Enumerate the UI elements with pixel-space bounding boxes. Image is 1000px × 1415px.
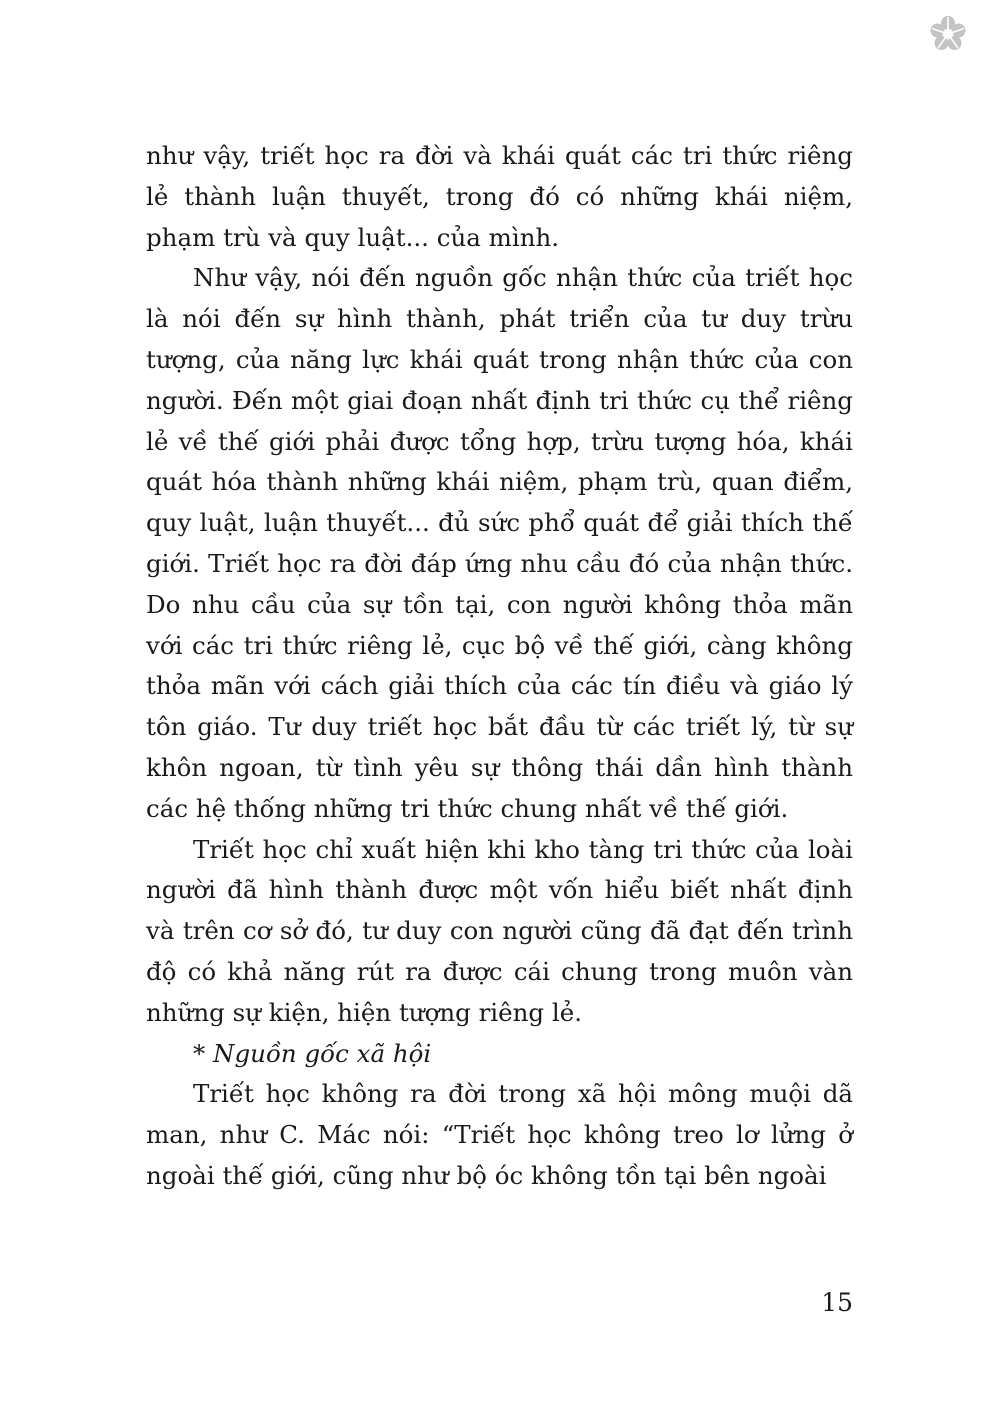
paragraph-social-origin: Triết học không ra đời trong xã hội mông muội dã man, như C. Mác nói: “Triết học không treo lơ lửng ở ngoài thế giới, cũng như bộ óc không tồn tại bên ngoài: [146, 1079, 853, 1190]
paragraph-continuation: như vậy, triết học ra đời và khái quát các tri thức riêng lẻ thành luận thuyết, trong đó có những khái niệm, phạm trù và quy luật... của mình.: [146, 141, 853, 252]
body-text: [146, 136, 853, 1197]
flower-emblem-icon: [928, 14, 968, 54]
section-heading-social-origin: * Nguồn gốc xã hội: [193, 1038, 432, 1068]
page-number: 15: [821, 1288, 853, 1317]
paragraph-cognitive-origin: Như vậy, nói đến nguồn gốc nhận thức của triết học là nói đến sự hình thành, phát triển của tư duy trừu tượng, của năng lực khái quát trong nhận thức của con người. Đến một giai đoạn nhất định tri thức cụ thể riêng lẻ về thế giới phải được tổng hợp, trừu tượng hóa, khái quát hóa thành những khái niệm, phạm trù, quan điểm, quy luật, luận thuyết... đủ sức phổ quát để giải thích thế giới. Triết học ra đời đáp ứng nhu cầu đó của nhận thức. Do nhu cầu của sự tồn tại, con người không thỏa mãn với các tri thức riêng lẻ, cục bộ về thế giới, càng không thỏa mãn với cách giải thích của các tín điều và giáo lý tôn giáo. Tư duy triết học bắt đầu từ các triết lý, từ sự khôn ngoan, từ tình yêu sự thông thái dần hình thành các hệ thống những tri thức chung nhất về thế giới.: [146, 263, 853, 823]
paragraph-emergence-condition: Triết học chỉ xuất hiện khi kho tàng tri thức của loài người đã hình thành được một vốn hiểu biết nhất định và trên cơ sở đó, tư duy con người cũng đã đạt đến trình độ có khả năng rút ra được cái chung trong muôn vàn những sự kiện, hiện tượng riêng lẻ.: [146, 834, 853, 1027]
